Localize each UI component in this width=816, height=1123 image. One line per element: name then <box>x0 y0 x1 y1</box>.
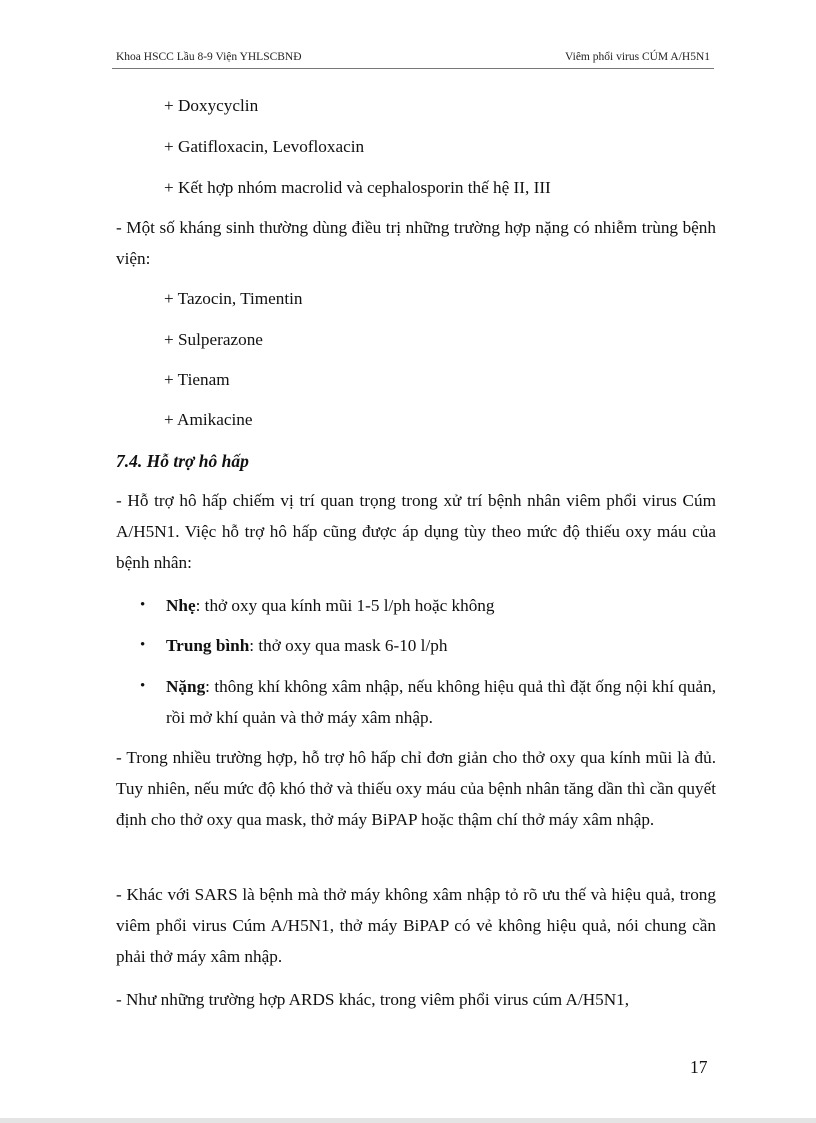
list-item: + Doxycyclin <box>164 96 259 115</box>
bullet-item <box>140 671 716 733</box>
list-item: + Tazocin, Timentin <box>164 289 303 308</box>
bullet-term: Trung bình <box>166 636 250 655</box>
paragraph: - Như những trường hợp ARDS khác, trong viêm phổi virus cúm A/H5N1, <box>116 990 630 1009</box>
bullet-term: Nhẹ <box>166 596 196 615</box>
bullet-dot: • <box>140 597 146 613</box>
header-right: Viêm phổi virus CÚM A/H5N1 <box>565 51 710 63</box>
header-left: Khoa HSCC Lầu 8-9 Viện YHLSCBNĐ <box>116 51 302 63</box>
paragraph: - Hỗ trợ hô hấp chiếm vị trí quan trọng trong xử trí bệnh nhân viêm phổi virus Cúm A/H5N1. Việc hỗ trợ hô hấp cũng được áp dụng tùy theo mức độ thiếu oxy máu của bệnh nhân: <box>116 491 716 572</box>
bullet-text: : thở oxy qua kính mũi 1-5 l/ph hoặc không <box>195 596 495 615</box>
bullet-item <box>140 590 716 621</box>
list-item: + Tienam <box>164 370 230 389</box>
list-item: + Kết hợp nhóm macrolid và cephalosporin thế hệ II, III <box>164 178 551 197</box>
paragraph: - Khác với SARS là bệnh mà thở máy không xâm nhập tỏ rõ ưu thế và hiệu quả, trong viêm phổi virus Cúm A/H5N1, thở máy BiPAP có vẻ không hiệu quả, nói chung cần phải thở máy xâm nhập. <box>116 885 716 966</box>
paragraph: - Một số kháng sinh thường dùng điều trị những trường hợp nặng có nhiễm trùng bệnh viện: <box>116 218 716 268</box>
bullet-text: : thở oxy qua mask 6-10 l/ph <box>249 636 448 655</box>
page-edge <box>0 1118 816 1123</box>
bullet-dot: • <box>140 637 146 653</box>
page-header <box>116 50 710 64</box>
list-item: + Gatifloxacin, Levofloxacin <box>164 137 365 156</box>
list-item: + Sulperazone <box>164 330 263 349</box>
section-heading: 7.4. Hỗ trợ hô hấp <box>116 451 249 471</box>
bullet-item <box>140 630 716 661</box>
bullet-dot: • <box>140 678 146 694</box>
bullet-text: : thông khí không xâm nhập, nếu không hiệu quả thì đặt ống nội khí quản, rồi mở khí quản và thở máy xâm nhập. <box>166 677 716 727</box>
bullet-term: Nặng <box>166 677 206 696</box>
header-rule <box>112 68 714 69</box>
list-item: + Amikacine <box>164 410 253 429</box>
paragraph: - Trong nhiều trường hợp, hỗ trợ hô hấp chỉ đơn giản cho thở oxy qua kính mũi là đủ. Tuy nhiên, nếu mức độ khó thở và thiếu oxy máu của bệnh nhân tăng dần thì cần quyết định cho thở oxy qua mask, thở máy BiPAP hoặc thậm chí thở máy xâm nhập. <box>116 748 716 829</box>
page-number: 17 <box>690 1057 708 1077</box>
